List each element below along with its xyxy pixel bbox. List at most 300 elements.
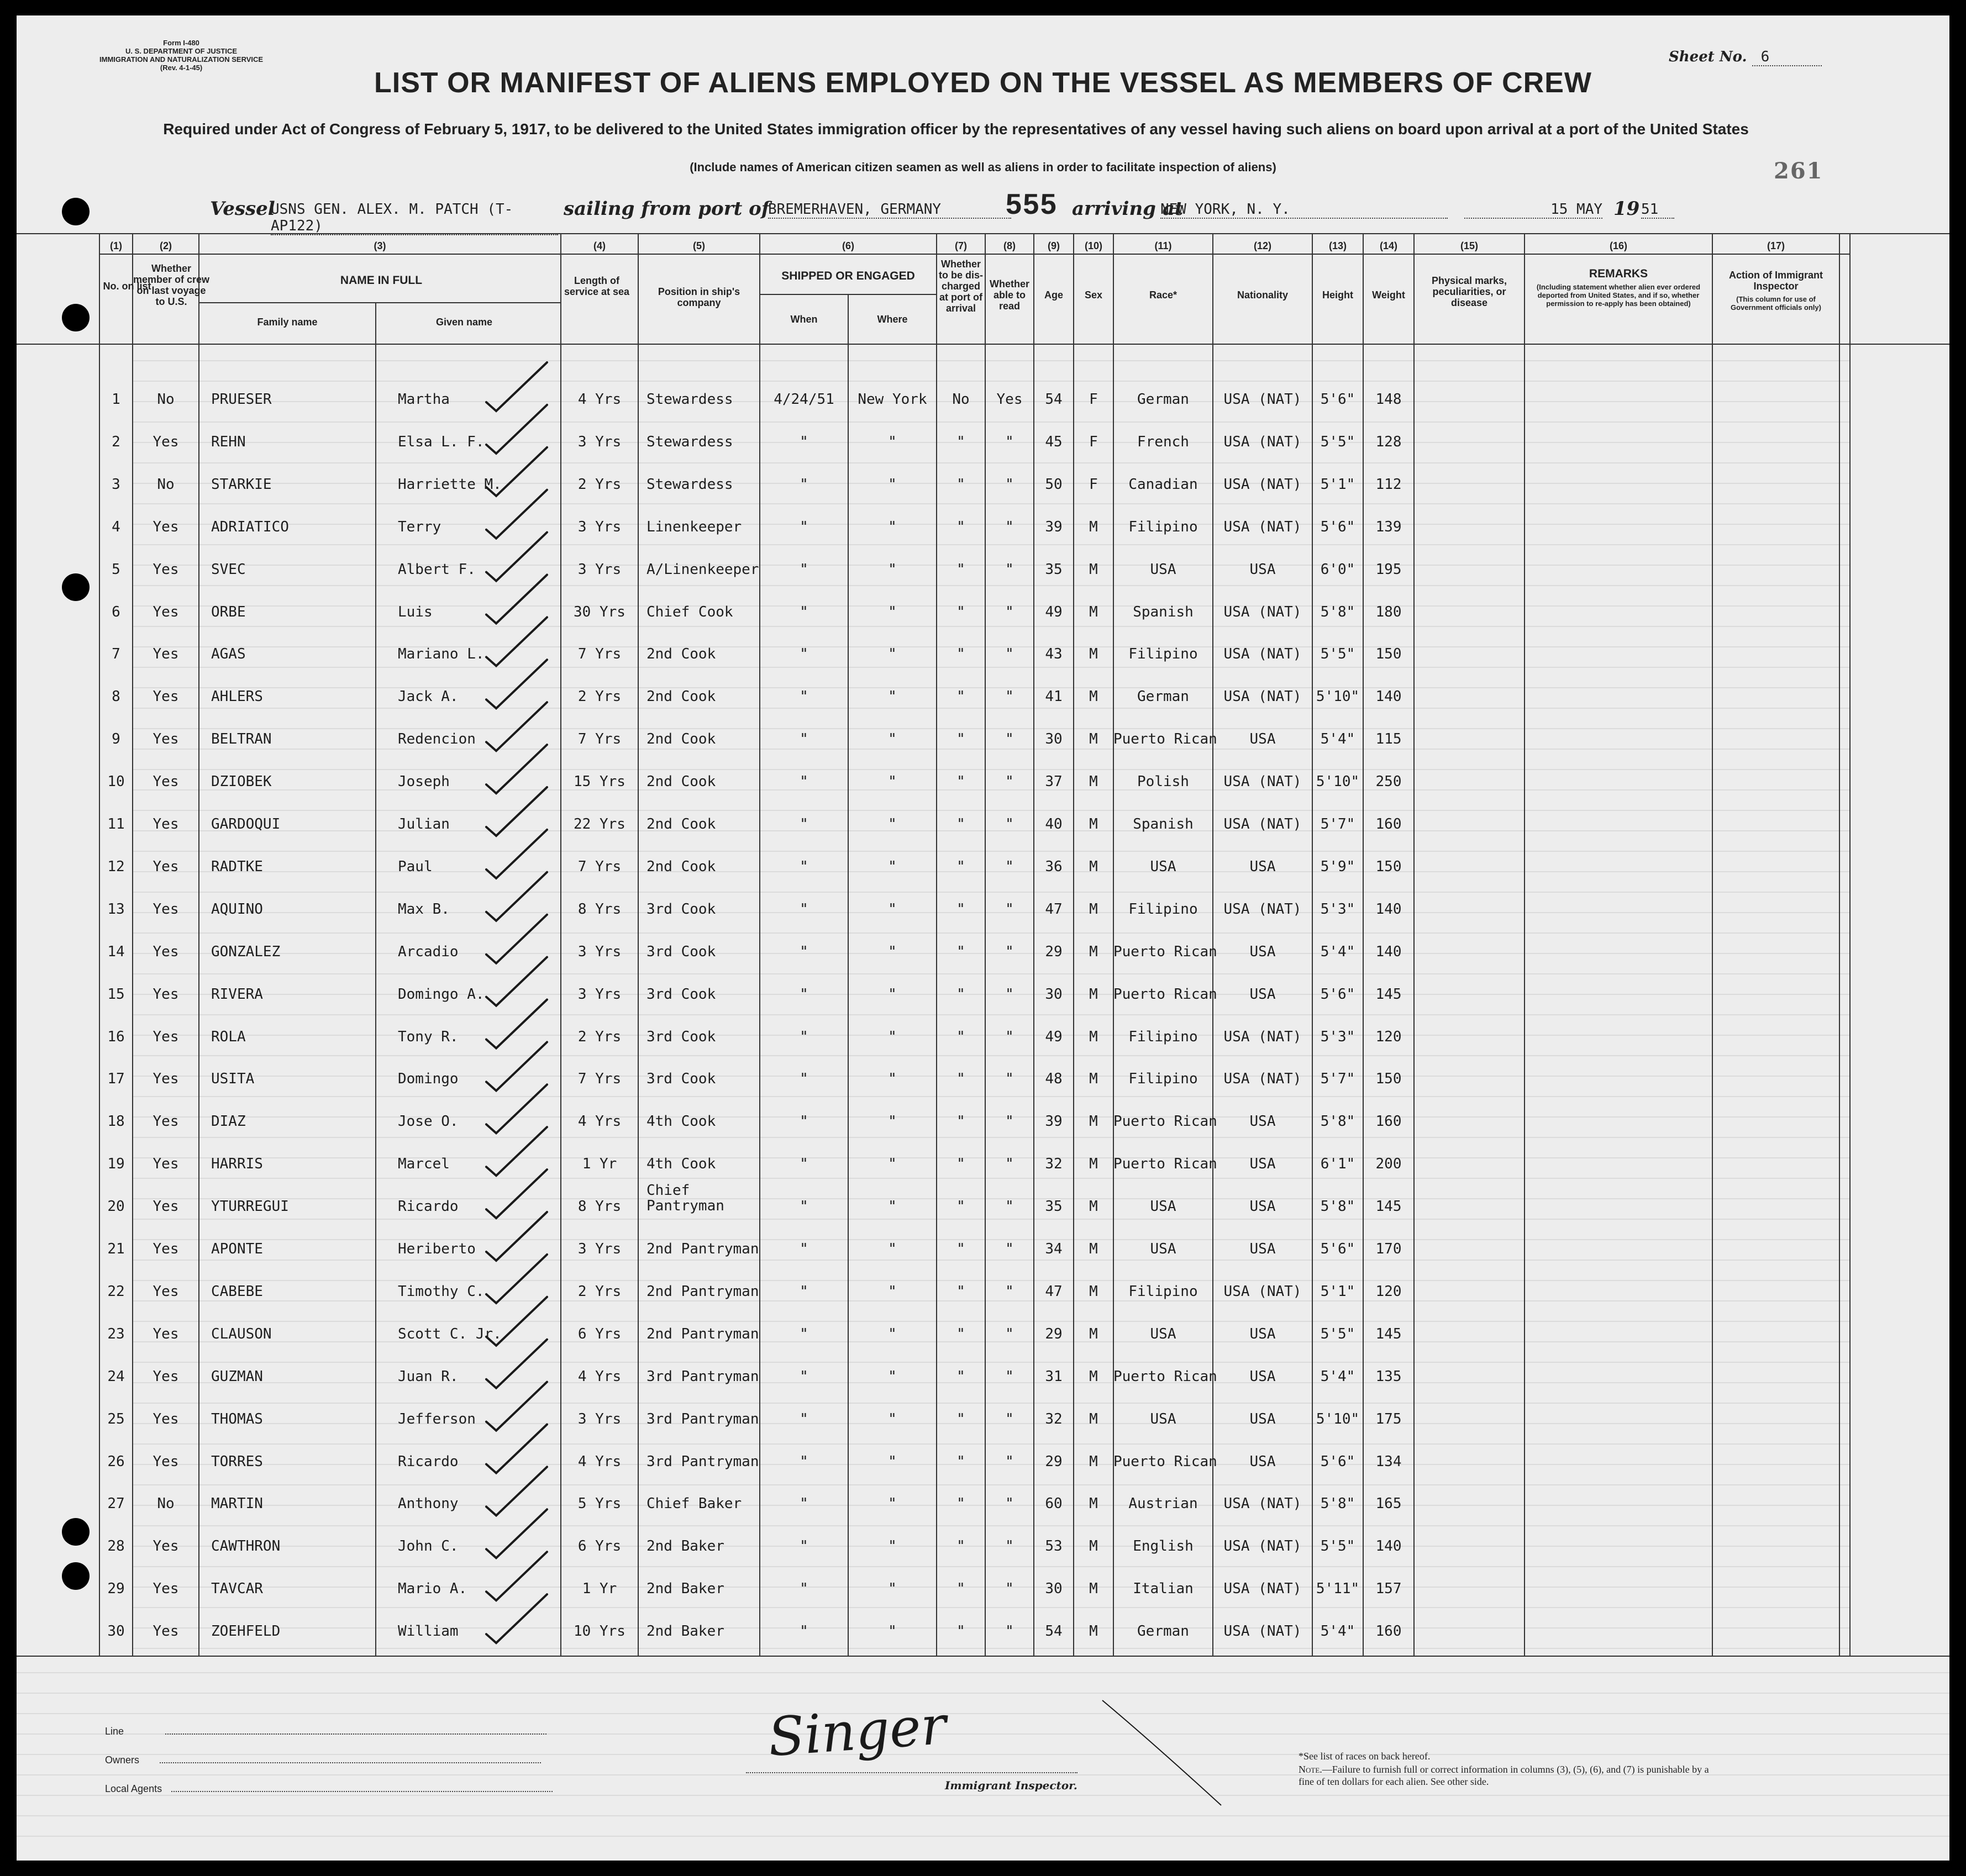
- cell-race: Filipino: [1128, 646, 1198, 663]
- cell-given: Martha: [398, 391, 450, 408]
- cell-read: ": [1005, 1071, 1014, 1088]
- cell-age: 34: [1045, 1241, 1063, 1257]
- cell-where: ": [888, 1241, 897, 1257]
- cell-length: 7 Yrs: [577, 1071, 622, 1088]
- cell-length: 1 Yr: [582, 1156, 617, 1173]
- cell-when: ": [800, 1028, 808, 1045]
- cell-weight: 140: [1375, 900, 1402, 918]
- cell-no: 6: [112, 603, 120, 620]
- cell-prev: Yes: [153, 1113, 179, 1130]
- cell-race: French: [1137, 433, 1189, 450]
- cell-when: ": [800, 603, 808, 620]
- cell-given: John C.: [398, 1538, 459, 1555]
- cell-weight: 128: [1375, 433, 1402, 450]
- cell-when: ": [800, 1241, 808, 1257]
- header-read: Whether able to read: [990, 278, 1029, 312]
- cell-position: 2nd Baker: [646, 1538, 724, 1555]
- agents-label: Local Agents: [105, 1783, 162, 1794]
- cell-length: 8 Yrs: [577, 1198, 622, 1215]
- cell-where: ": [888, 900, 897, 918]
- cell-position: 2nd Pantryman: [646, 1283, 759, 1300]
- column-number: (14): [1379, 240, 1397, 251]
- cell-family: REHN: [211, 433, 246, 450]
- cell-nationality: USA (NAT): [1223, 646, 1302, 663]
- cell-length: 3 Yrs: [577, 943, 622, 960]
- cell-read: ": [1005, 561, 1014, 578]
- cell-read: ": [1005, 1198, 1014, 1215]
- line-label: Line: [105, 1726, 124, 1737]
- cell-read: ": [1005, 943, 1014, 960]
- cell-no: 27: [107, 1495, 125, 1513]
- cell-prev: No: [157, 1495, 175, 1513]
- cell-sex: M: [1089, 646, 1098, 663]
- cell-nationality: USA (NAT): [1223, 1580, 1302, 1598]
- cell-read: ": [1005, 688, 1014, 705]
- cell-sex: M: [1089, 1368, 1098, 1385]
- cell-prev: Yes: [153, 646, 179, 663]
- cell-height: 5'11": [1316, 1580, 1360, 1598]
- cell-read: ": [1005, 646, 1014, 663]
- cell-prev: No: [157, 476, 175, 493]
- cell-position: 4th Cook: [646, 1156, 716, 1173]
- cell-weight: 120: [1375, 1028, 1402, 1045]
- cell-weight: 150: [1375, 1071, 1402, 1088]
- cell-height: 5'6": [1320, 986, 1355, 1003]
- cell-given: Scott C. Jr.: [398, 1325, 502, 1342]
- cell-sex: M: [1089, 1198, 1098, 1215]
- cell-nationality: USA: [1249, 1198, 1276, 1215]
- cell-race: Polish: [1137, 773, 1189, 791]
- cell-discharged: ": [956, 518, 965, 535]
- year-prefix: 19: [1613, 198, 1640, 220]
- footer-line: [105, 1726, 546, 1737]
- cell-given: Jefferson: [398, 1410, 476, 1427]
- header-action: Action of Immigrant Inspector: [1729, 270, 1823, 292]
- cell-read: ": [1005, 518, 1014, 535]
- cell-where: ": [888, 603, 897, 620]
- inspector-signature-line: [746, 1695, 1077, 1773]
- cell-sex: M: [1089, 1156, 1098, 1173]
- header-height: Height: [1322, 289, 1353, 301]
- cell-prev: No: [157, 391, 175, 408]
- cell-family: CAWTHRON: [211, 1538, 281, 1555]
- cell-weight: 150: [1375, 646, 1402, 663]
- cell-length: 6 Yrs: [577, 1538, 622, 1555]
- cell-given: Mario A.: [398, 1580, 467, 1598]
- cell-weight: 115: [1375, 731, 1402, 748]
- column-number: (10): [1084, 240, 1102, 251]
- cell-family: DIAZ: [211, 1113, 246, 1130]
- cell-discharged: ": [956, 1580, 965, 1598]
- cell-length: 2 Yrs: [577, 688, 622, 705]
- cell-sex: M: [1089, 561, 1098, 578]
- cell-weight: 135: [1375, 1368, 1402, 1385]
- cell-prev: Yes: [153, 773, 179, 791]
- header-race: Race*: [1149, 289, 1178, 301]
- cell-sex: M: [1089, 858, 1098, 875]
- cell-given: Mariano L.: [398, 646, 485, 663]
- cell-position: 3rd Cook: [646, 1071, 716, 1088]
- cell-nationality: USA (NAT): [1223, 391, 1302, 408]
- cell-when: ": [800, 646, 808, 663]
- arriving-label: arriving at: [1072, 198, 1184, 220]
- cell-family: HARRIS: [211, 1156, 263, 1173]
- cell-read: ": [1005, 1325, 1014, 1342]
- cell-weight: 175: [1375, 1410, 1402, 1427]
- failure-note: [1299, 1763, 1718, 1788]
- header-age: Age: [1044, 289, 1063, 301]
- cell-family: RIVERA: [211, 986, 263, 1003]
- cell-family: CABEBE: [211, 1283, 263, 1300]
- cell-given: Terry: [398, 518, 441, 535]
- cell-position: 3rd Pantryman: [646, 1453, 759, 1470]
- cell-height: 5'3": [1320, 1028, 1355, 1045]
- cell-age: 54: [1045, 391, 1063, 408]
- cell-given: Heriberto: [398, 1241, 476, 1257]
- cell-when: ": [800, 1368, 808, 1385]
- cell-position: Chief Pantryman: [646, 1182, 724, 1215]
- cell-when: ": [800, 476, 808, 493]
- cell-where: ": [888, 1410, 897, 1427]
- cell-length: 2 Yrs: [577, 1283, 622, 1300]
- cell-height: 5'6": [1320, 1453, 1355, 1470]
- cell-weight: 145: [1375, 1325, 1402, 1342]
- cell-weight: 140: [1375, 943, 1402, 960]
- cell-race: German: [1137, 688, 1189, 705]
- cell-no: 12: [107, 858, 125, 875]
- cell-where: ": [888, 1368, 897, 1385]
- cell-no: 29: [107, 1580, 125, 1598]
- column-number: (12): [1253, 240, 1271, 251]
- cell-read: ": [1005, 433, 1014, 450]
- year-suffix: 51: [1641, 201, 1674, 219]
- cell-when: ": [800, 731, 808, 748]
- cell-height: 5'8": [1320, 1198, 1355, 1215]
- header-no-on-list: No. on list: [103, 281, 151, 292]
- cell-height: 5'8": [1320, 603, 1355, 620]
- port-to: NEW YORK, N. Y.: [1160, 201, 1448, 219]
- cell-family: TORRES: [211, 1453, 263, 1470]
- cell-position: 2nd Cook: [646, 816, 716, 832]
- cell-age: 49: [1045, 603, 1063, 620]
- cell-no: 7: [112, 646, 120, 663]
- cell-position: 4th Cook: [646, 1113, 716, 1130]
- cell-read: ": [1005, 1453, 1014, 1470]
- cell-family: ZOEHFELD: [211, 1623, 281, 1640]
- cell-read: ": [1005, 900, 1014, 918]
- cell-when: ": [800, 688, 808, 705]
- cell-when: ": [800, 1325, 808, 1342]
- cell-race: Puerto Rican: [1113, 731, 1217, 748]
- header-where: Where: [877, 314, 908, 325]
- cell-read: ": [1005, 603, 1014, 620]
- note-label: Note.: [1299, 1764, 1322, 1775]
- cell-read: ": [1005, 1156, 1014, 1173]
- cell-position: Chief Baker: [646, 1495, 742, 1513]
- cell-race: German: [1137, 1623, 1189, 1640]
- cell-family: AQUINO: [211, 900, 263, 918]
- cell-given: Anthony: [398, 1495, 459, 1513]
- cell-read: ": [1005, 1623, 1014, 1640]
- cell-height: 5'6": [1320, 1241, 1355, 1257]
- cell-nationality: USA (NAT): [1223, 773, 1302, 791]
- cell-given: Juan R.: [398, 1368, 459, 1385]
- cell-age: 50: [1045, 476, 1063, 493]
- cell-given: Ricardo: [398, 1453, 459, 1470]
- cell-nationality: USA (NAT): [1223, 816, 1302, 832]
- cell-no: 9: [112, 731, 120, 748]
- column-number: (1): [110, 240, 122, 251]
- cell-prev: Yes: [153, 986, 179, 1003]
- cell-no: 25: [107, 1410, 125, 1427]
- cell-position: 2nd Cook: [646, 731, 716, 748]
- cell-length: 3 Yrs: [577, 1241, 622, 1257]
- cell-when: ": [800, 1198, 808, 1215]
- cell-read: ": [1005, 1495, 1014, 1513]
- sheet-number-label: Sheet No.: [1669, 49, 1747, 65]
- cell-age: 43: [1045, 646, 1063, 663]
- cell-length: 3 Yrs: [577, 986, 622, 1003]
- cell-given: Paul: [398, 858, 433, 875]
- cell-length: 3 Yrs: [577, 433, 622, 450]
- cell-length: 1 Yr: [582, 1580, 617, 1598]
- cell-nationality: USA (NAT): [1223, 688, 1302, 705]
- cell-sex: M: [1089, 518, 1098, 535]
- cell-length: 10 Yrs: [574, 1623, 625, 1640]
- cell-weight: 180: [1375, 603, 1402, 620]
- cell-where: ": [888, 773, 897, 791]
- cell-discharged: ": [956, 1198, 965, 1215]
- cell-race: Filipino: [1128, 1283, 1198, 1300]
- cell-age: 40: [1045, 816, 1063, 832]
- arrival-date: 15 MAY: [1464, 201, 1602, 219]
- cell-read: ": [1005, 1580, 1014, 1598]
- cell-sex: M: [1089, 1453, 1098, 1470]
- cell-height: 5'6": [1320, 391, 1355, 408]
- header-sex: Sex: [1084, 289, 1103, 301]
- cell-position: Stewardess: [646, 391, 733, 408]
- cell-when: ": [800, 1453, 808, 1470]
- cell-age: 54: [1045, 1623, 1063, 1640]
- cell-discharged: ": [956, 433, 965, 450]
- owners-blank: [160, 1762, 541, 1763]
- cell-height: 5'10": [1316, 1410, 1360, 1427]
- cell-discharged: ": [956, 1071, 965, 1088]
- cell-prev: Yes: [153, 1198, 179, 1215]
- cell-sex: M: [1089, 1283, 1098, 1300]
- header-length-service: Length of service at sea: [564, 275, 630, 297]
- cell-sex: M: [1089, 1241, 1098, 1257]
- cell-age: 45: [1045, 433, 1063, 450]
- cell-sex: M: [1089, 1325, 1098, 1342]
- header-remarks: REMARKS: [1589, 267, 1648, 280]
- cell-prev: Yes: [153, 1325, 179, 1342]
- cell-position: 2nd Cook: [646, 688, 716, 705]
- cell-nationality: USA (NAT): [1223, 900, 1302, 918]
- cell-age: 37: [1045, 773, 1063, 791]
- cell-sex: M: [1089, 1495, 1098, 1513]
- cell-no: 19: [107, 1156, 125, 1173]
- cell-prev: Yes: [153, 1368, 179, 1385]
- cell-prev: Yes: [153, 816, 179, 832]
- cell-when: ": [800, 1623, 808, 1640]
- cell-where: ": [888, 1580, 897, 1598]
- column-number: (15): [1460, 240, 1478, 251]
- header-family-name: Family name: [257, 317, 318, 328]
- cell-where: ": [888, 1198, 897, 1215]
- cell-no: 28: [107, 1538, 125, 1555]
- cell-weight: 160: [1375, 1113, 1402, 1130]
- cell-sex: M: [1089, 1071, 1098, 1088]
- cell-nationality: USA (NAT): [1223, 603, 1302, 620]
- cell-weight: 120: [1375, 1283, 1402, 1300]
- header-name-in-full: NAME IN FULL: [340, 274, 423, 287]
- cell-length: 2 Yrs: [577, 476, 622, 493]
- cell-length: 7 Yrs: [577, 858, 622, 875]
- cell-discharged: No: [952, 391, 970, 408]
- cell-position: 3rd Cook: [646, 943, 716, 960]
- cell-nationality: USA (NAT): [1223, 518, 1302, 535]
- cell-given: Timothy C.: [398, 1283, 485, 1300]
- cell-race: Puerto Rican: [1113, 986, 1217, 1003]
- cell-weight: 160: [1375, 1623, 1402, 1640]
- cell-family: GONZALEZ: [211, 943, 281, 960]
- cell-weight: 150: [1375, 858, 1402, 875]
- cell-prev: Yes: [153, 603, 179, 620]
- cell-read: ": [1005, 1410, 1014, 1427]
- page-subtitle: Required under Act of Congress of February 5, 1917, to be delivered to the United States immigration officer by the representatives of any vessel having such aliens on board upon arrival at a port of the United States: [163, 120, 1749, 138]
- cell-where: ": [888, 1623, 897, 1640]
- cell-race: USA: [1150, 1198, 1176, 1215]
- cell-where: New York: [858, 391, 927, 408]
- agents-blank: [171, 1791, 553, 1792]
- cell-sex: M: [1089, 1538, 1098, 1555]
- cell-race: Filipino: [1128, 1028, 1198, 1045]
- cell-no: 23: [107, 1325, 125, 1342]
- cell-sex: F: [1089, 391, 1098, 408]
- cell-sex: M: [1089, 943, 1098, 960]
- cell-where: ": [888, 816, 897, 832]
- cell-when: ": [800, 773, 808, 791]
- ruled-lines: [17, 361, 1949, 1836]
- cell-discharged: ": [956, 688, 965, 705]
- cell-age: 30: [1045, 731, 1063, 748]
- cell-nationality: USA: [1249, 1453, 1276, 1470]
- cell-height: 5'4": [1320, 1623, 1355, 1640]
- cell-sex: M: [1089, 773, 1098, 791]
- cell-position: 2nd Baker: [646, 1623, 724, 1640]
- cell-weight: 134: [1375, 1453, 1402, 1470]
- cell-sex: F: [1089, 476, 1098, 493]
- cell-read: ": [1005, 1368, 1014, 1385]
- cell-height: 5'8": [1320, 1113, 1355, 1130]
- cell-prev: Yes: [153, 561, 179, 578]
- cell-read: ": [1005, 858, 1014, 875]
- cell-no: 24: [107, 1368, 125, 1385]
- line-blank: [165, 1733, 546, 1735]
- cell-discharged: ": [956, 1325, 965, 1342]
- header-given-name: Given name: [435, 317, 493, 328]
- cell-where: ": [888, 858, 897, 875]
- form-number: Form I-480: [163, 39, 199, 47]
- cell-no: 11: [107, 816, 125, 832]
- column-number: (8): [1003, 240, 1016, 251]
- cell-family: SVEC: [211, 561, 246, 578]
- cell-length: 6 Yrs: [577, 1325, 622, 1342]
- cell-family: CLAUSON: [211, 1325, 272, 1342]
- cell-given: Harriette M.: [398, 476, 502, 493]
- cell-when: ": [800, 1495, 808, 1513]
- cell-sex: M: [1089, 1623, 1098, 1640]
- cell-discharged: ": [956, 646, 965, 663]
- cell-where: ": [888, 1495, 897, 1513]
- cell-age: 30: [1045, 986, 1063, 1003]
- cell-family: STARKIE: [211, 476, 272, 493]
- cell-length: 8 Yrs: [577, 900, 622, 918]
- cell-given: Ricardo: [398, 1198, 459, 1215]
- cell-read: ": [1005, 476, 1014, 493]
- header-weight: Weight: [1372, 289, 1405, 301]
- cell-discharged: ": [956, 986, 965, 1003]
- cell-weight: 165: [1375, 1495, 1402, 1513]
- cell-position: 2nd Cook: [646, 646, 716, 663]
- cell-position: 3rd Pantryman: [646, 1410, 759, 1427]
- cell-no: 2: [112, 433, 120, 450]
- cell-height: 5'4": [1320, 731, 1355, 748]
- cell-age: 41: [1045, 688, 1063, 705]
- cell-read: ": [1005, 1028, 1014, 1045]
- cell-given: Joseph: [398, 773, 450, 791]
- cell-given: Arcadio: [398, 943, 459, 960]
- cell-race: Spanish: [1133, 816, 1194, 832]
- cell-read: ": [1005, 1283, 1014, 1300]
- cell-when: ": [800, 900, 808, 918]
- cell-age: 48: [1045, 1071, 1063, 1088]
- cell-prev: Yes: [153, 1028, 179, 1045]
- column-number: (16): [1609, 240, 1627, 251]
- column-number: (11): [1154, 240, 1172, 251]
- cell-no: 3: [112, 476, 120, 493]
- cell-when: ": [800, 816, 808, 832]
- cell-no: 13: [107, 900, 125, 918]
- cell-race: USA: [1150, 858, 1176, 875]
- cell-no: 18: [107, 1113, 125, 1130]
- cell-discharged: ": [956, 1368, 965, 1385]
- cell-read: Yes: [996, 391, 1023, 408]
- cell-when: ": [800, 1538, 808, 1555]
- cell-sex: M: [1089, 986, 1098, 1003]
- cell-when: ": [800, 518, 808, 535]
- cell-prev: Yes: [153, 1410, 179, 1427]
- cell-prev: Yes: [153, 433, 179, 450]
- cell-when: ": [800, 1071, 808, 1088]
- cell-when: 4/24/51: [774, 391, 834, 408]
- cell-sex: F: [1089, 433, 1098, 450]
- cell-sex: M: [1089, 688, 1098, 705]
- cell-prev: Yes: [153, 900, 179, 918]
- cell-no: 14: [107, 943, 125, 960]
- cell-nationality: USA: [1249, 731, 1276, 748]
- cell-where: ": [888, 1325, 897, 1342]
- cell-age: 32: [1045, 1410, 1063, 1427]
- cell-when: ": [800, 943, 808, 960]
- stamp-number: 261: [1774, 158, 1823, 184]
- cell-position: Chief Cook: [646, 603, 733, 620]
- page-title: LIST OR MANIFEST OF ALIENS EMPLOYED ON THE VESSEL AS MEMBERS OF CREW: [374, 67, 1592, 99]
- cell-discharged: ": [956, 1538, 965, 1555]
- signature-flourish: [1102, 1700, 1221, 1805]
- cell-age: 39: [1045, 1113, 1063, 1130]
